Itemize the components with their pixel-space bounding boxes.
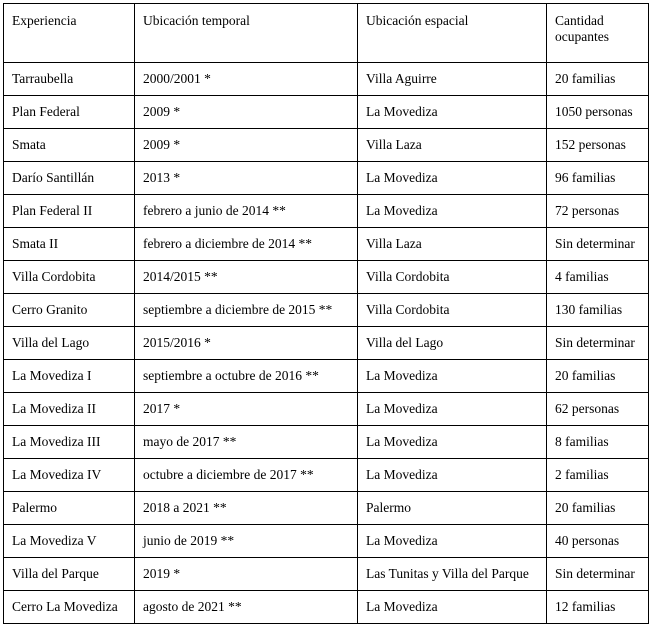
cell-temporal: 2017 * [135,393,358,426]
table-row [4,426,649,459]
cell-espacial: La Movediza [358,195,547,228]
cell-espacial: La Movediza [358,96,547,129]
cell-cantidad: Sin determinar [547,228,649,261]
cell-cantidad: 20 familias [547,492,649,525]
cell-cantidad: 20 familias [547,360,649,393]
cell-espacial: La Movediza [358,162,547,195]
table-row [4,459,649,492]
cell-espacial: La Movediza [358,426,547,459]
cell-temporal: 2000/2001 * [135,63,358,96]
table-row [4,195,649,228]
cell-cantidad: Sin determinar [547,327,649,360]
cell-experiencia: La Movediza III [4,426,135,459]
cell-cantidad: 1050 personas [547,96,649,129]
cell-espacial: Las Tunitas y Villa del Parque [358,558,547,591]
cell-experiencia: Villa Cordobita [4,261,135,294]
cell-cantidad: 8 familias [547,426,649,459]
cell-temporal: 2019 * [135,558,358,591]
table-row [4,96,649,129]
cell-experiencia: La Movediza V [4,525,135,558]
cell-experiencia: Villa del Lago [4,327,135,360]
cell-temporal: 2013 * [135,162,358,195]
table-row [4,327,649,360]
cell-espacial: La Movediza [358,360,547,393]
table-row [4,261,649,294]
cell-cantidad: 152 personas [547,129,649,162]
cell-temporal: 2018 a 2021 ** [135,492,358,525]
cell-experiencia: La Movediza II [4,393,135,426]
table-row [4,162,649,195]
cell-temporal: 2015/2016 * [135,327,358,360]
header-ubicacion-temporal: Ubicación temporal [135,4,358,63]
cell-temporal: junio de 2019 ** [135,525,358,558]
table-row [4,393,649,426]
cell-temporal: 2009 * [135,96,358,129]
cell-temporal: 2009 * [135,129,358,162]
cell-temporal: mayo de 2017 ** [135,426,358,459]
cell-espacial: Villa Cordobita [358,261,547,294]
cell-cantidad: 20 familias [547,63,649,96]
cell-espacial: La Movediza [358,393,547,426]
table-row [4,360,649,393]
cell-cantidad: 40 personas [547,525,649,558]
cell-experiencia: Cerro Granito [4,294,135,327]
cell-espacial: La Movediza [358,525,547,558]
cell-espacial: Villa del Lago [358,327,547,360]
table-row [4,63,649,96]
cell-espacial: La Movediza [358,459,547,492]
occupations-table [3,3,649,624]
cell-temporal: octubre a diciembre de 2017 ** [135,459,358,492]
cell-experiencia: Smata II [4,228,135,261]
cell-experiencia: La Movediza IV [4,459,135,492]
cell-cantidad: 62 personas [547,393,649,426]
cell-temporal: septiembre a octubre de 2016 ** [135,360,358,393]
cell-experiencia: Palermo [4,492,135,525]
cell-cantidad: Sin determinar [547,558,649,591]
cell-temporal: agosto de 2021 ** [135,591,358,624]
header-experiencia: Experiencia [4,4,135,63]
cell-experiencia: Villa del Parque [4,558,135,591]
header-row [4,4,649,63]
table-row [4,129,649,162]
table-row [4,228,649,261]
table-row [4,558,649,591]
cell-experiencia: Darío Santillán [4,162,135,195]
table-row [4,591,649,624]
cell-espacial: Villa Laza [358,129,547,162]
cell-cantidad: 72 personas [547,195,649,228]
cell-cantidad: 96 familias [547,162,649,195]
cell-cantidad: 4 familias [547,261,649,294]
cell-espacial: Villa Laza [358,228,547,261]
cell-temporal: febrero a diciembre de 2014 ** [135,228,358,261]
cell-experiencia: Plan Federal [4,96,135,129]
header-cantidad-ocupantes: Cantidad ocupantes [547,4,649,63]
cell-experiencia: Smata [4,129,135,162]
cell-cantidad: 2 familias [547,459,649,492]
cell-experiencia: Tarraubella [4,63,135,96]
cell-temporal: 2014/2015 ** [135,261,358,294]
cell-experiencia: Cerro La Movediza [4,591,135,624]
cell-cantidad: 12 familias [547,591,649,624]
header-ubicacion-espacial: Ubicación espacial [358,4,547,63]
cell-experiencia: Plan Federal II [4,195,135,228]
cell-temporal: febrero a junio de 2014 ** [135,195,358,228]
cell-temporal: septiembre a diciembre de 2015 ** [135,294,358,327]
table-row [4,492,649,525]
cell-espacial: La Movediza [358,591,547,624]
table-row [4,525,649,558]
cell-experiencia: La Movediza I [4,360,135,393]
cell-cantidad: 130 familias [547,294,649,327]
table-body [4,4,649,624]
cell-espacial: Palermo [358,492,547,525]
cell-espacial: Villa Aguirre [358,63,547,96]
cell-espacial: Villa Cordobita [358,294,547,327]
table-row [4,294,649,327]
